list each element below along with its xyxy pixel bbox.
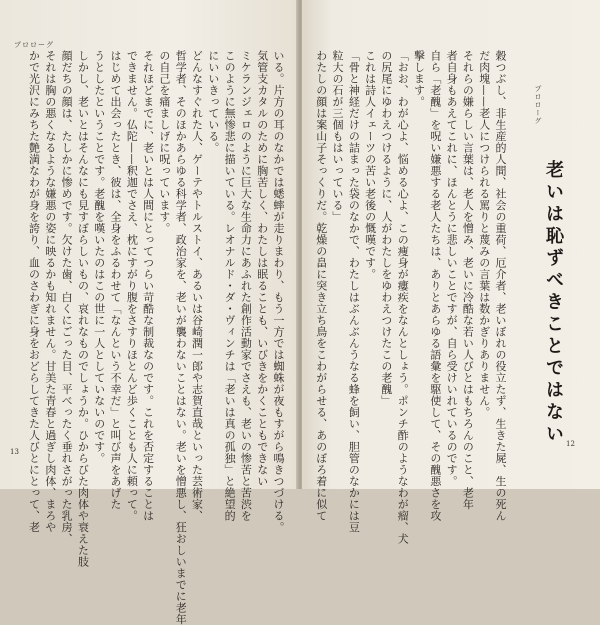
text-line: 撃します。 [412, 50, 426, 108]
right-page-body [314, 50, 508, 545]
text-line: 顔だちの顔は、たしかに惨めです。欠けた歯、白くにごった目、平べったく垂れさがった乳房、 [60, 50, 74, 545]
text-line: 穀つぶし、非生産的人間、社会の重荷、厄介者、老いぼれの役立たず、生きた屍、生の死ん [494, 50, 507, 522]
page-number-left: 13 [10, 448, 19, 456]
text-line: うとしたということです。老醜を嘆いたのはこの世に一人としていないのです。 [92, 50, 106, 464]
text-line: 「骨と神経だけの詰まった袋のなかで、わたしはぶんぶんうなる蜂を飼い、胆管のなかには豆 [347, 50, 361, 533]
text-line: いる。片方の耳のなかでは蟋蟀が走りまわり、もう一方では蜘蛛が夜もすがら鳴きつづける。 [272, 50, 285, 533]
text-line: 哲学者、そのほかあらゆる科学者、政治家を、老いが襲わないことはない。老いを憎悪し、狂おしいまでに老年 [174, 50, 188, 625]
text-line: の尻尾にゆわえつけるように、人がわたしをゆわえつけたこの老醜」 [379, 50, 393, 407]
text-line: できません。仏陀——釈迦でさえ、枕にすがり腹をさすりほとんど歩くことも人に頼って。 [125, 50, 139, 522]
text-line: それらの嫌らしい言葉は、老人を憎み、老いに冷酷な若い人びとはもちろんのこと、老年 [461, 50, 475, 510]
text-line: だ肉塊——老人につけられる罵りと蔑みの言葉は数かぎりありません。 [477, 50, 491, 418]
text-line: 者自身もあえてこれに、ほんとうに悲しいことですが、自ら受けいれているのです。 [445, 50, 459, 487]
text-line: それは胸の悪くなるような嫌悪の姿に映るかも知れません。甘美た青春と過ぎし肉体、まろや [43, 50, 57, 533]
text-line: 気管支カタルのために胸苦しく、わたしは眠ることも、いびきをかくこともできない [255, 50, 269, 487]
text-line: はじめて出会ったとき、彼は、全身をふるわせて「なんという不幸だ」と叫び声をあげた [109, 50, 123, 510]
text-line: かで光沢にみちた艶満なわが身を誇り、血のさわぎに身をおどらしてきた人びとにとって、老 [27, 50, 41, 533]
text-line: これは詩人イェーツの苦い老後の慨嘆です。 [363, 50, 377, 280]
text-line: それほどまでに、老いとは人間にとってつらい苛酷な制裁なのです。これを否定することは [141, 50, 155, 522]
text-line: ミケランジェロのように巨大な生命力にあふれた創作活動家でさえも、老いの惨苦と苦渋を [239, 50, 253, 522]
text-line: にいいきっている。 [206, 50, 220, 154]
page-number-right: 12 [566, 440, 575, 448]
left-page-body [18, 50, 286, 625]
running-head-right: プロローグ [534, 85, 542, 125]
text-line: このように無惨悲に描いている。レオナルド・ダ・ヴィンチは「老いは真の孤独」と絶望的 [223, 50, 237, 522]
text-line: しかし、老いとはそんなにも見すぼらしいもの、哀れなものでしょうか。ひからびた肉体や衰えた肢 [76, 50, 90, 568]
text-line: 自ら「老醜」を呪い嫌悪する老人たちは、ありとあらゆる語彙を駆使して、その醜悪さを攻 [428, 50, 442, 522]
text-line: 粒大の石が三個もはいっている」 [331, 50, 345, 223]
text-line: の自己を痛ましげに呪っています。 [157, 50, 171, 234]
running-head-left: プロローグ [14, 41, 54, 49]
text-line: 「おお、わが心よ、悩める心よ、この痩身が瘻疾をなんとしょう。ポンチ酢のようなわが瘤、犬 [396, 50, 410, 545]
text-line: どんなすぐれた人、ゲーテやトルストイ、あるいは谷崎潤一郎や志賀直哉といった芸術家、 [190, 50, 204, 522]
left-page [0, 0, 298, 625]
text-line: わたしの顔は案山子そっくりだ。乾燥の畠に突き立ち鳥をこわがらせる、あのぼろ着に似て [314, 50, 328, 522]
chapter-title: 老いは恥ずべきことではない [543, 160, 564, 446]
